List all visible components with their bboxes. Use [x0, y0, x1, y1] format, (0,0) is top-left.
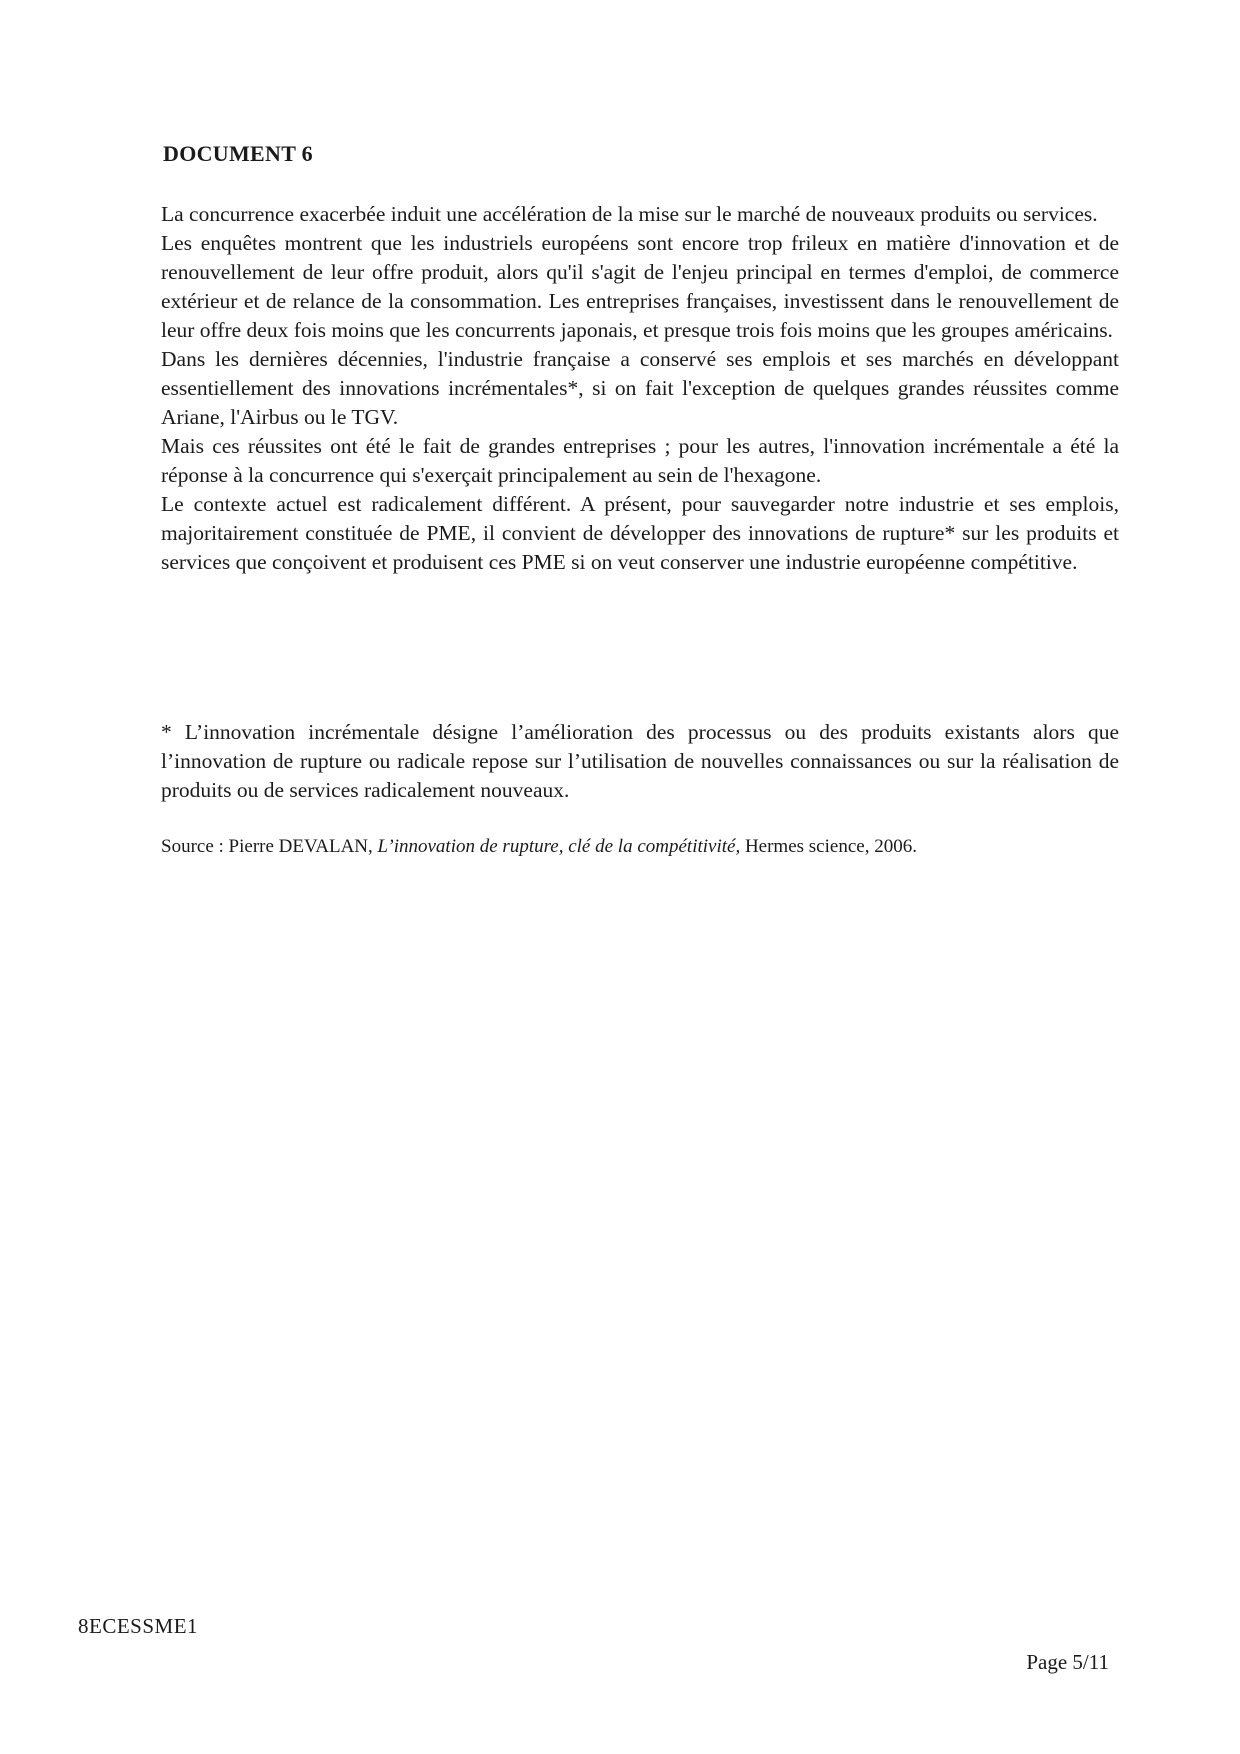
- document-body: [161, 200, 1119, 577]
- paragraph-3: Dans les dernières décennies, l'industrie française a conservé ses emplois et ses marchés en développant essentiellement des innovations incrémentales*, si on fait l'exception de quelques grandes réussites comme Ariane, l'Airbus ou le TGV.: [161, 347, 1119, 429]
- paragraph-2: Les enquêtes montrent que les industriels européens sont encore trop frileux en matière d'innovation et de renouvellement de leur offre produit, alors qu'il s'agit de l'enjeu principal en termes d'emploi, de commerce extérieur et de relance de la consommation. Les entreprises françaises, investissent dans le renouvellement de leur offre deux fois moins que les concurrents japonais, et presque trois fois moins que les groupes américains.: [161, 231, 1119, 342]
- source-book-title: L’innovation de rupture, clé de la compétitivité,: [377, 836, 741, 857]
- source-prefix: Source : Pierre DEVALAN,: [161, 836, 378, 857]
- footnote: * L’innovation incrémentale désigne l’amélioration des processus ou des produits existants alors que l’innovation de rupture ou radicale repose sur l’utilisation de nouvelles connaissances ou sur la réalisation de produits ou de services radicalement nouveaux.: [161, 720, 1119, 802]
- document-title: DOCUMENT 6: [163, 141, 313, 166]
- source-citation: [161, 834, 1119, 860]
- paragraph-5: Le contexte actuel est radicalement différent. A présent, pour sauvegarder notre industrie et ses emplois, majoritairement constituée de PME, il convient de développer des innovations de rupture* sur les produits et services que conçoivent et produisent ces PME si on veut conserver une industrie européenne compétitive.: [161, 492, 1119, 574]
- page-number: Page 5/11: [1026, 1650, 1109, 1674]
- exam-code: 8ECESSME1: [78, 1614, 199, 1638]
- paragraph-4: Mais ces réussites ont été le fait de grandes entreprises ; pour les autres, l'innovation incrémentale a été la réponse à la concurrence qui s'exerçait principalement au sein de l'hexagone.: [161, 434, 1119, 487]
- source-suffix: Hermes science, 2006.: [740, 836, 917, 857]
- paragraph-1: La concurrence exacerbée induit une accélération de la mise sur le marché de nouveaux produits ou services.: [161, 202, 1098, 226]
